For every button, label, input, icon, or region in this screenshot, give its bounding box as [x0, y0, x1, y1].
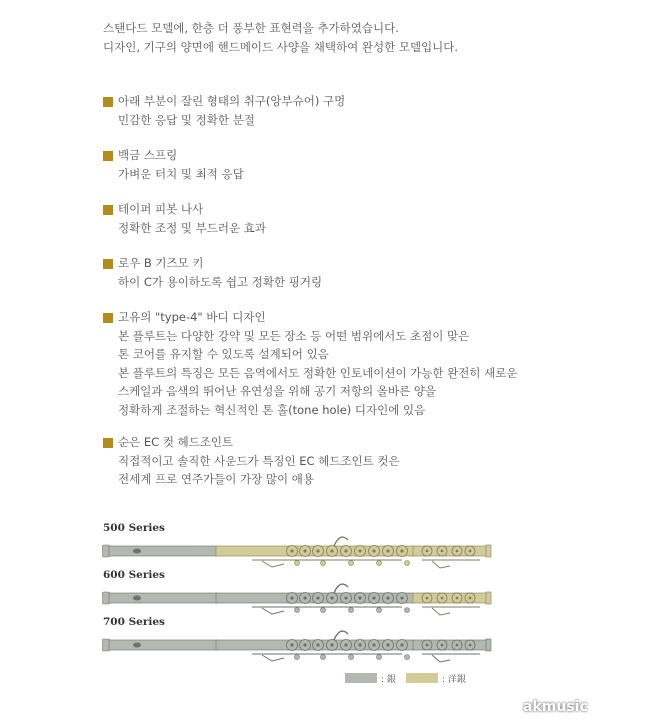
nickel-silver-swatch: [406, 673, 438, 683]
feature-desc: 하이 C가 용이하도록 쉽고 정확한 핑거링: [118, 274, 323, 289]
square-bullet-icon: [103, 205, 113, 215]
feature-title: [103, 92, 345, 111]
feature-item: [103, 146, 244, 183]
silver-legend-label: : 銀: [381, 675, 396, 685]
feature-title-text: 순은 EC 컷 헤드조인트: [118, 435, 234, 449]
nickel-silver-legend-label: : 洋銀: [442, 675, 466, 685]
feature-title-text: 로우 B 기즈모 키: [118, 256, 204, 270]
feature-title-text: 고유의 "type-4" 바디 디자인: [118, 310, 266, 324]
feature-title: [103, 146, 244, 165]
intro-line: 디자인, 기구의 양면에 핸드메이드 사양을 채택하여 완성한 모델입니다.: [103, 40, 459, 54]
feature-item: [103, 200, 266, 237]
series-label-600: 600 Series: [103, 569, 165, 581]
feature-title-text: 백금 스프링: [118, 148, 178, 162]
feature-desc: 정확한 조정 및 부드러운 효과: [118, 220, 266, 235]
intro: [103, 19, 458, 57]
feature-desc: 전세계 프로 연주가들이 가장 많이 애용: [118, 472, 315, 486]
feature-desc: 가벼운 터치 및 최적 응답: [118, 166, 244, 181]
feature-title: [103, 254, 322, 273]
square-bullet-icon: [103, 438, 113, 448]
feature-title: [103, 200, 266, 219]
feature-desc: 본 플루트는 다양한 강약 및 모든 장소 등 어떤 범위에서도 초점이 맞은: [118, 328, 470, 343]
feature-desc: 정확하게 조절하는 혁신적인 톤 홀(tone hole) 디자인에 있음: [118, 402, 426, 417]
watermark-logo: akmusic: [523, 699, 588, 715]
feature-title: [103, 308, 518, 327]
feature-item: [103, 254, 322, 291]
feature-desc: 톤 코어를 유지할 수 있도록 설계되어 있음: [118, 347, 329, 361]
series-label-500: 500 Series: [103, 522, 165, 534]
feature-item: [103, 433, 400, 489]
series-label-700: 700 Series: [103, 616, 165, 628]
intro-line: 스탠다드 모델에, 한층 더 풍부한 표현력을 추가하였습니다.: [103, 21, 399, 35]
feature-desc: 스케일과 음색의 뛰어난 유연성을 위해 공기 저항의 올바른 양을: [118, 384, 437, 398]
feature-desc: 본 플루트의 특징은 모든 음역에서도 정확한 인토네이션이 가능한 완전히 새로운: [118, 365, 518, 380]
square-bullet-icon: [103, 97, 113, 107]
square-bullet-icon: [103, 313, 113, 323]
square-bullet-icon: [103, 259, 113, 269]
feature-title: [103, 433, 400, 452]
feature-item: [103, 92, 345, 129]
feature-title-text: 아래 부분이 잘린 형태의 취구(앙부슈어) 구멍: [118, 94, 346, 108]
silver-swatch: [345, 673, 377, 683]
square-bullet-icon: [103, 151, 113, 161]
flute-700-series: [102, 625, 492, 675]
feature-item: [103, 308, 518, 419]
feature-desc: 직접적이고 솔직한 사운드가 특징인 EC 헤드조인트 컷은: [118, 453, 400, 468]
feature-desc: 민감한 응답 및 정확한 분절: [118, 112, 255, 127]
feature-title-text: 테이퍼 피봇 나사: [118, 202, 204, 216]
